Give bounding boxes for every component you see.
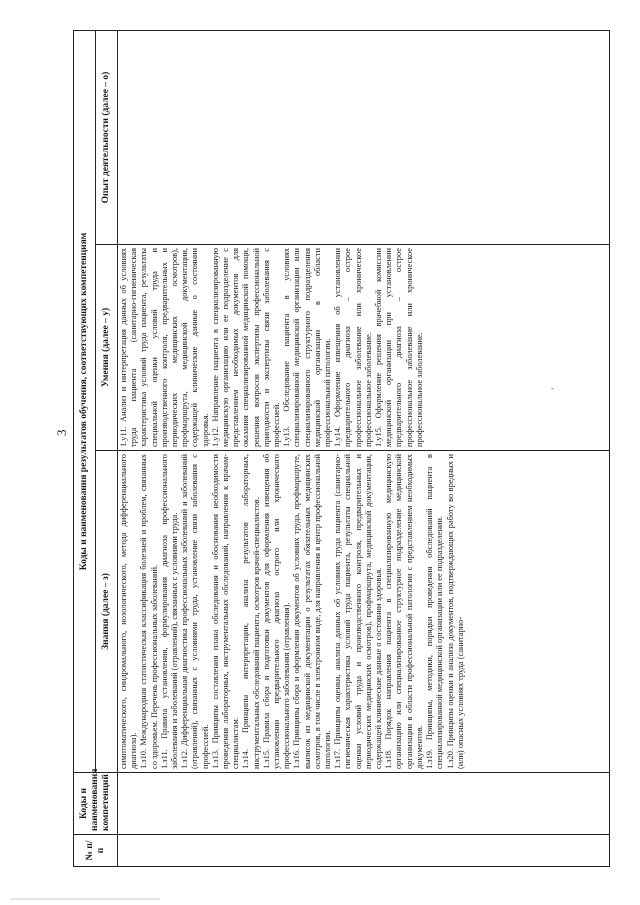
knowledge-item: 1.з11. Правила установления, формулирования диагноза профессионального заболевания и заболеваний (отравлений), связанных с условиями труда.: [159, 454, 180, 769]
header-main: Коды и наименования результатов обучения, соответствующих компетенциям: [74, 31, 96, 773]
knowledge-item: 1.з16. Принципы сбора и оформления документов об условиях труда, профмаршруте, выписок из медицинской документации о результатах обязательных медицинских осмотров, в том числе в электронном виде, для направления в центр профессиональной патологии.: [292, 454, 333, 769]
knowledge-item: 1.з17. Принципы оценки, анализа данных об условиях труда пациента (санитарно-гигиеническая характеристика условий труда пациента, результаты специальной оценки условий труда и производственного контроля, предварительных и периодических медицинских осмотров), профмаршрута, медицинской документации, содержащей клинические данные о состоянии здоровья.: [333, 454, 384, 769]
competency-table: [73, 30, 610, 867]
header-experience: Опыт деятельности (далее – о): [96, 31, 118, 245]
cell-knowledge: [118, 451, 610, 773]
knowledge-item: 1.з20. Принципы оценки и анализа документов, подтверждающих работу во вредных и (или) опасных условиях труда (санитарно-: [445, 454, 465, 769]
knowledge-item: симптоматического, синдромального, нозологического, метода дифференциального диагноза).: [119, 454, 139, 769]
skill-item: 1.у15. Оформление решения врачебной комиссии медицинской организации при установлении предварительного диагноза – острое профессиональное заболевание или хроническое профессиональное заболевание.: [374, 248, 424, 447]
knowledge-item: 1.з19. Принципы, методики, порядки проведения обследований пациента в специализированной медицинской организации или ее подразделении.: [425, 454, 445, 769]
header-num: № п/п: [74, 835, 118, 867]
competency-table-rotated: [73, 31, 610, 867]
knowledge-item: 1.з14. Принципы интерпретации, анализа результатов лабораторных, инструментальных обследований пациента, осмотров врачей-специалистов.: [241, 454, 261, 769]
cell-codes: [118, 773, 610, 835]
skill-item: 1.у12. Направление пациента в специализированную медицинскую организацию или ее подразделение с представлением необходимых документов для оказания специализированной медицинской помощи, решения вопросов экспертизы профессиональной пригодности и экспертизы связи заболевания с профессией.: [210, 248, 282, 447]
knowledge-item: 1.з15. Правила сбора и подготовки документов для оформления извещения об установлении предварительного диагноза острого или хронического профессионального заболевания (отравления).: [261, 454, 292, 769]
skill-item: 1.у13. Обследование пациента в условиях специализированной медицинской организации или специализированного структурного подразделения медицинской организации в области профессиональной патологии.: [282, 248, 333, 447]
header-knowledge: Знания (далее – з): [96, 451, 118, 773]
cell-skills: [118, 245, 610, 451]
margin-mark: -: [551, 383, 554, 393]
knowledge-item: 1.з13. Принципы составления плана обследования и обоснования необходимости проведения лабораторных, инструментальных обследований, направления к врачам-специалистам.: [210, 454, 241, 769]
cell-num: [118, 835, 610, 867]
knowledge-item: 1.з10. Международная статистическая классификация болезней и проблем, связанных со здоровьем. Перечень профессиональных заболеваний.: [139, 454, 159, 769]
scan-artifact: [10, 898, 160, 900]
cell-experience: [118, 31, 610, 245]
knowledge-item: 1.з18. Порядок направления пациента в специализированную медицинскую организацию или специализированное структурное подразделение медицинской организации в области профессиональной патологии с представлением необходимых документов.: [384, 454, 424, 769]
page-number: 3: [54, 429, 69, 436]
skill-item: 1.у14. Оформление извещения об установлении предварительного диагноза – острое профессиональное заболевание или хроническое профессиональное заболевание.: [333, 248, 373, 447]
header-skills: Умения (далее – у): [96, 245, 118, 451]
header-codes: Коды и наименования компетенций: [74, 773, 118, 835]
skill-item: 1.у11. Анализ и интерпретация данных об условиях труда пациента (санитарно-гигиеническая характеристика условий труда пациента, результаты специальной оценки условий труда и производственного контроля, предварительных и периодических медицинских осмотров), профмаршрута, медицинской документации, содержащей клинические данные о состоянии здоровья.: [119, 248, 210, 447]
knowledge-item: 1.з12. Дифференциальная диагностика профессиональных заболеваний и заболеваний (отравлений), связанных с условиями труда, установление связи заболевания с профессией.: [180, 454, 210, 769]
